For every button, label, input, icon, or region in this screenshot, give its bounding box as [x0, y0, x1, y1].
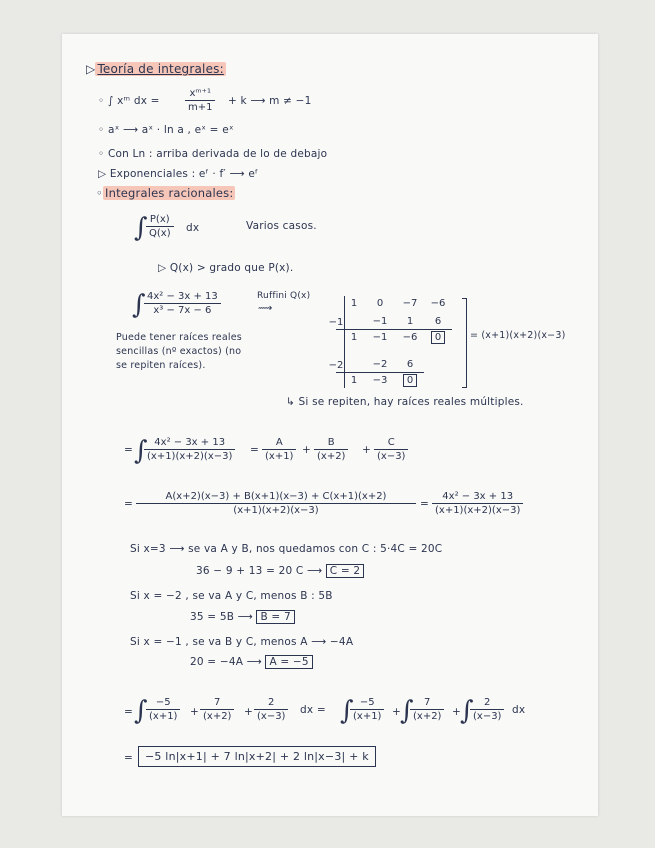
case-one: ▷ Q(x) > grado que P(x).: [158, 262, 294, 274]
solve-step-a-calc: 20 = −4A ⟶ A = −5: [190, 656, 313, 668]
integral-sign: ∫: [134, 696, 148, 726]
general-note: Varios casos.: [246, 220, 317, 232]
split-term-3: $\frac{2}{(x-3)}$: [470, 696, 504, 723]
combined-fraction: $\frac{A(x+2)(x-3) + B(x+1)(x-3) + C(x+1)(x+2)}{(x+1)(x+2)(x-3)}$: [136, 490, 416, 517]
plus-sign: +: [190, 706, 199, 718]
integral-sign: ∫: [340, 696, 354, 726]
solve-step-c: Si x=3 ⟶ se va A y B, nos quedamos con C : 5·4C = 20C: [130, 543, 443, 555]
eq-sign: =: [124, 706, 133, 718]
partial-a: $\frac{A}{(x+1)}$: [262, 436, 296, 463]
section-subtitle: ◦ Integrales racionales:: [96, 186, 234, 200]
example-note-line3: se repiten raíces).: [116, 360, 206, 371]
section-title: ▷ Teoría de integrales:: [86, 62, 224, 76]
plus-sign: +: [362, 444, 371, 456]
plus-sign: +: [244, 706, 253, 718]
solve-step-b: Si x = −2 , se va A y C, menos B : 5B: [130, 590, 333, 602]
decomp-fraction: $\frac{\text{4x² − 3x + 13}}{(x+1)(x+2)(x-3)}$: [144, 436, 235, 463]
general-fraction: $\frac{P(x)}{Q(x)}$: [146, 213, 174, 240]
split-term-1: $\frac{-5}{(x+1)}$: [350, 696, 384, 723]
ruffini-brace: [462, 298, 467, 388]
ruffini-label: Ruffini Q(x): [257, 291, 311, 301]
final-dx: dx =: [300, 704, 326, 716]
eq-sign: =: [420, 498, 429, 510]
solve-step-c-calc: 36 − 9 + 13 = 20 C ⟶ C = 2: [196, 565, 364, 577]
integral-sign: ∫: [132, 290, 146, 320]
rule-power: ◦ ∫ xᵐ dx =: [98, 95, 160, 107]
factor-result: = (x+1)(x+2)(x−3): [470, 330, 566, 341]
partial-b: $\frac{B}{(x+2)}$: [314, 436, 348, 463]
integral-sign: ∫: [134, 436, 148, 466]
partial-c: $\frac{C}{(x-3)}$: [374, 436, 408, 463]
final-answer: −5 ln|x+1| + 7 ln|x+2| + 2 ln|x−3| + k: [138, 746, 376, 767]
rule-power-fraction: $\frac{\text{xᵐ⁺¹}}{m+1}$: [185, 87, 215, 114]
plus-sign: +: [452, 706, 461, 718]
integral-sign: ∫: [134, 213, 148, 243]
final-term-3: $\frac{2}{(x-3)}$: [254, 696, 288, 723]
integral-sign: ∫: [400, 696, 414, 726]
general-dx: dx: [186, 222, 200, 234]
combined-rhs: $\frac{\text{4x² − 3x + 13}}{(x+1)(x+2)(x-3)}$: [432, 490, 523, 517]
split-term-2: $\frac{7}{(x+2)}$: [410, 696, 444, 723]
example-fraction: $\frac{\text{4x² − 3x + 13}}{\text{x³ − 7x − 6}}$: [144, 290, 221, 317]
arrow-icon: ⟿: [258, 303, 273, 314]
integral-sign: ∫: [460, 696, 474, 726]
final-term-1: $\frac{-5}{(x+1)}$: [146, 696, 180, 723]
plus-sign: +: [302, 444, 311, 456]
eq-sign: =: [250, 444, 259, 456]
solve-step-b-calc: 35 = 5B ⟶ B = 7: [190, 611, 295, 623]
rule-log: ◦ Con Ln : arriba derivada de lo de debajo: [98, 148, 328, 160]
eq-sign: =: [124, 498, 133, 510]
example-note-line2: sencillas (nº exactos) (no: [116, 346, 242, 357]
rule-exponential-base: ◦ aˣ ⟶ aˣ · ln a , eˣ = eˣ: [98, 124, 234, 136]
eq-sign: =: [124, 752, 133, 764]
final-term-2: $\frac{7}{(x+2)}$: [200, 696, 234, 723]
case-two: ↳ Si se repiten, hay raíces reales múltiples.: [286, 396, 524, 408]
ruffini-table: 1 0 −7 −6 −1 −1 1 6 1 −1 −6 0 −2 −2 6 1 −3 0: [330, 296, 460, 388]
solve-step-a: Si x = −1 , se va B y C, menos A ⟶ −4A: [130, 636, 354, 648]
eq-sign: =: [124, 444, 133, 456]
rule-exponential: ▷ Exponenciales : eᶠ · f′ ⟶ eᶠ: [98, 168, 259, 180]
rule-power-suffix: + k ⟶ m ≠ −1: [228, 95, 312, 107]
split-dx: dx: [512, 704, 526, 716]
example-note-line1: Puede tener raíces reales: [116, 332, 242, 343]
plus-sign: +: [392, 706, 401, 718]
